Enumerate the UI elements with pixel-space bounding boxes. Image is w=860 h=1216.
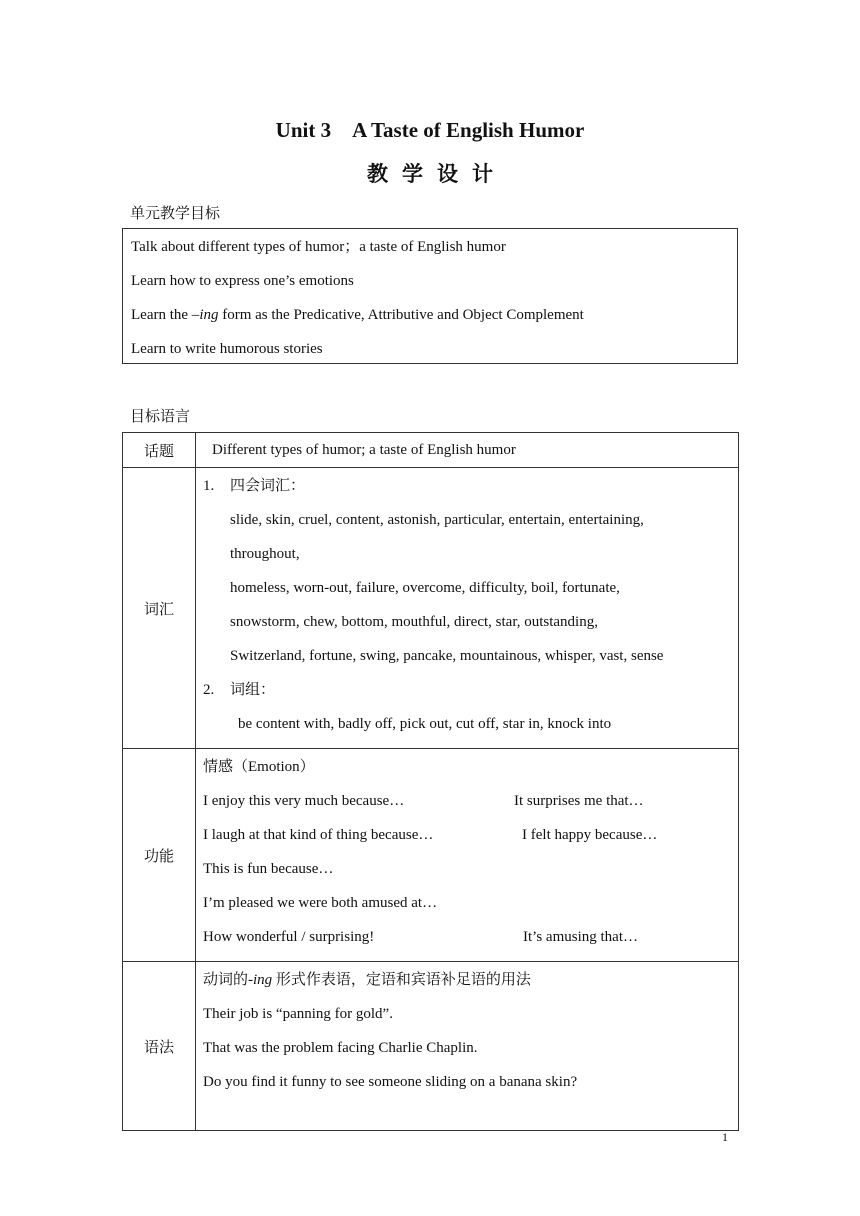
unit-objectives-box [122,228,738,364]
function-line: I laugh at that kind of thing because… I felt happy because… [203,827,658,843]
grammar-row [123,962,739,1131]
function-line: I’m pleased we were both amused at… [203,895,438,911]
grammar-heading: 动词的-ing 形式作表语，定语和宾语补足语的用法 [203,972,531,988]
topic-category: 话题 [123,433,196,468]
unit-objectives-label: 单元教学目标 [130,206,221,222]
topic-text: Different types of humor; a taste of English humor [196,433,739,468]
function-line: I enjoy this very much because… It surprises me that… [203,793,644,809]
vocabulary-line: throughout, [230,546,300,562]
objective-line: Talk about different types of humor；a taste of English humor [131,239,506,255]
phrase-item-title: 词组： [230,682,276,698]
grammar-example: Their job is “panning for gold”. [203,1006,393,1022]
function-category: 功能 [123,749,196,962]
vocabulary-line: slide, skin, cruel, content, astonish, particular, entertain, entertaining, [230,512,644,528]
function-content [196,749,739,962]
target-language-table [122,432,739,1131]
vocabulary-line: Switzerland, fortune, swing, pancake, mountainous, whisper, vast, sense [230,648,664,664]
function-line: How wonderful / surprising! It’s amusing that… [203,929,638,945]
function-heading: 情感（Emotion） [203,759,315,775]
grammar-example: Do you find it funny to see someone sliding on a banana skin? [203,1074,578,1090]
document-subtitle: 教学设计 [367,162,507,186]
vocabulary-category: 词汇 [123,468,196,749]
target-language-label: 目标语言 [130,409,191,425]
phrase-line: be content with, badly off, pick out, cut off, star in, knock into [238,716,612,732]
grammar-content [196,962,739,1131]
vocabulary-line: homeless, worn-out, failure, overcome, difficulty, boil, fortunate, [230,580,620,596]
page-number: 1 [722,1130,728,1144]
function-row [123,749,739,962]
vocabulary-content: 1. 四会词汇： slide, skin, cruel, content, astonish, particular, entertain, entertaining, throughout, homeless, worn-out, failure, overcome, difficulty, boil, fortunate, snowstorm, chew, bottom, mouthful, direct, star, outstanding, Switzerland, fortune, swing, pancake, mountainous, whisper, vast, sense 2. 词组： be content with, badly off, pick out, cut off, star in, knock into [196,468,739,749]
vocabulary-item-title: 四会词汇： [230,478,306,494]
vocabulary-line: snowstorm, chew, bottom, mouthful, direct, star, outstanding, [230,614,598,630]
grammar-example: That was the problem facing Charlie Chaplin. [203,1040,478,1056]
objective-line: Learn to write humorous stories [131,341,323,357]
function-line: This is fun because… [203,861,334,877]
vocabulary-row [123,468,739,749]
document-title: Unit 3 A Taste of English Humor [275,118,585,142]
grammar-category: 语法 [123,962,196,1131]
objective-line: Learn how to express one’s emotions [131,273,354,289]
objective-line: Learn the –ing form as the Predicative, Attributive and Object Complement [131,307,584,323]
topic-row [123,433,739,468]
